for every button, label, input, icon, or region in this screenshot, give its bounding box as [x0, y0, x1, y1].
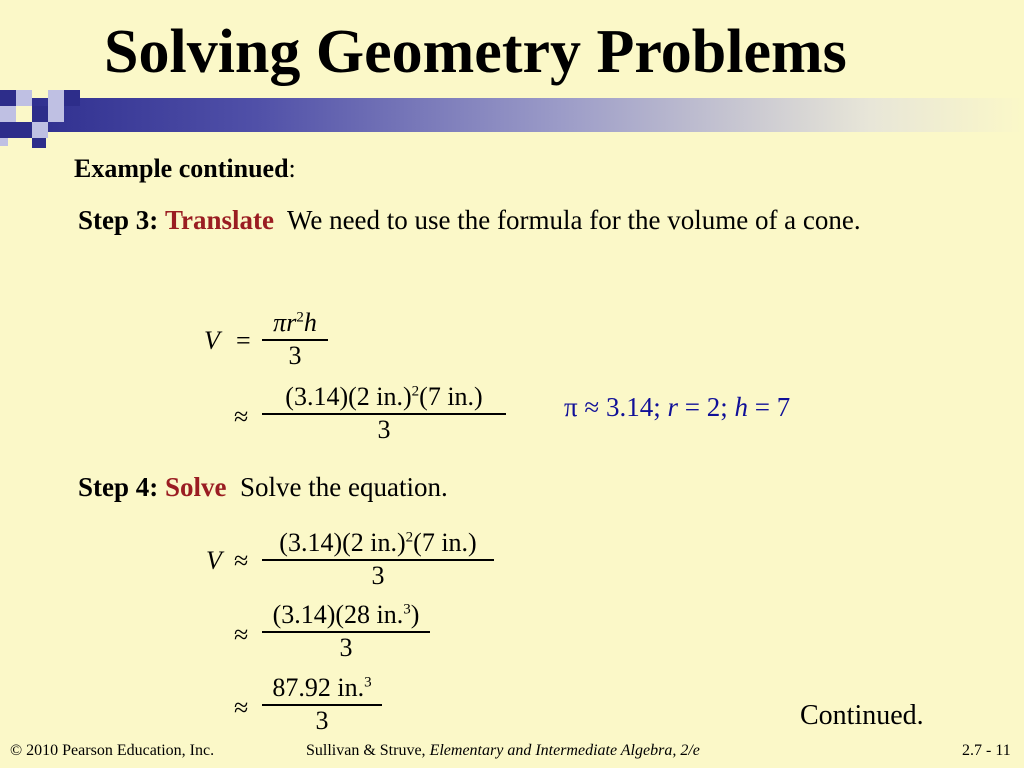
step-4-label: Step 4: — [78, 472, 159, 502]
pi-symbol: π — [273, 308, 287, 337]
step-3 — [78, 200, 978, 240]
h-symbol: h — [303, 308, 317, 337]
denominator: 3 — [377, 414, 391, 444]
step-3-keyword: Translate — [165, 205, 274, 235]
r-exponent: 2 — [296, 309, 304, 326]
substituted-formula — [234, 382, 524, 452]
cubic-exponent: 3 — [403, 601, 411, 618]
solve-line-2 — [234, 600, 454, 670]
example-heading-text: Example continued — [74, 154, 289, 183]
denominator: 3 — [339, 632, 353, 662]
footer-page-number: 2.7 - 11 — [962, 742, 1011, 759]
note-r-value: = 2; — [684, 392, 728, 422]
volume-formula — [204, 308, 344, 378]
solve-line-1 — [206, 528, 506, 598]
title-underline-bar — [0, 98, 1024, 132]
footer-authors: Sullivan & Struve, — [306, 742, 426, 759]
note-pi-value: ≈ 3.14; — [584, 392, 661, 422]
solve-fraction-3 — [262, 673, 382, 736]
sub-numerator-a: (3.14)(2 in.) — [279, 528, 406, 557]
solve-line-3 — [234, 673, 394, 743]
simplified-numerator: (3.14)(28 in. — [272, 600, 404, 629]
r-symbol: r — [286, 308, 297, 337]
note-h: h — [734, 392, 748, 422]
denominator: 3 — [288, 340, 302, 370]
note-r: r — [667, 392, 678, 422]
equals-sign: = — [236, 326, 251, 355]
step-4-text: Solve the equation. — [240, 472, 448, 502]
footer-book-title: Elementary and Intermediate Algebra, 2/e — [429, 742, 700, 759]
sub-exponent: 2 — [411, 383, 420, 400]
sub-numerator-a: (3.14)(2 in.) — [285, 382, 412, 411]
continued-label: Continued. — [800, 700, 924, 731]
note-h-value: = 7 — [754, 392, 791, 422]
approx-sign: ≈ — [234, 620, 249, 649]
cubic-exponent: 3 — [364, 674, 372, 691]
note-pi: π — [564, 392, 578, 422]
denominator: 3 — [315, 705, 329, 735]
footer-citation — [306, 742, 700, 760]
sub-exponent: 2 — [405, 529, 414, 546]
step-3-label: Step 3: — [78, 205, 159, 235]
result-numerator: 87.92 in. — [272, 673, 365, 702]
example-heading — [74, 154, 296, 184]
substituted-fraction — [262, 382, 506, 445]
volume-fraction — [262, 308, 328, 371]
close-paren: ) — [410, 600, 420, 629]
step-4 — [78, 467, 978, 507]
approx-sign: ≈ — [234, 693, 249, 722]
v-symbol: V — [206, 546, 222, 575]
sub-numerator-b: (7 in.) — [419, 382, 483, 411]
denominator: 3 — [371, 560, 385, 590]
substitution-note — [564, 392, 790, 423]
checker-decoration — [0, 90, 80, 150]
solve-fraction-1 — [262, 528, 494, 591]
step-3-text: We need to use the formula for the volume of a cone. — [287, 205, 861, 235]
solve-fraction-2 — [262, 600, 430, 663]
example-heading-colon: : — [288, 154, 296, 183]
approx-sign: ≈ — [234, 402, 249, 431]
v-symbol: V — [204, 326, 220, 355]
sub-numerator-b: (7 in.) — [413, 528, 477, 557]
approx-sign: ≈ — [234, 546, 249, 575]
footer-copyright: © 2010 Pearson Education, Inc. — [10, 742, 215, 759]
step-4-keyword: Solve — [165, 472, 227, 502]
slide-title: Solving Geometry Problems — [104, 18, 847, 86]
